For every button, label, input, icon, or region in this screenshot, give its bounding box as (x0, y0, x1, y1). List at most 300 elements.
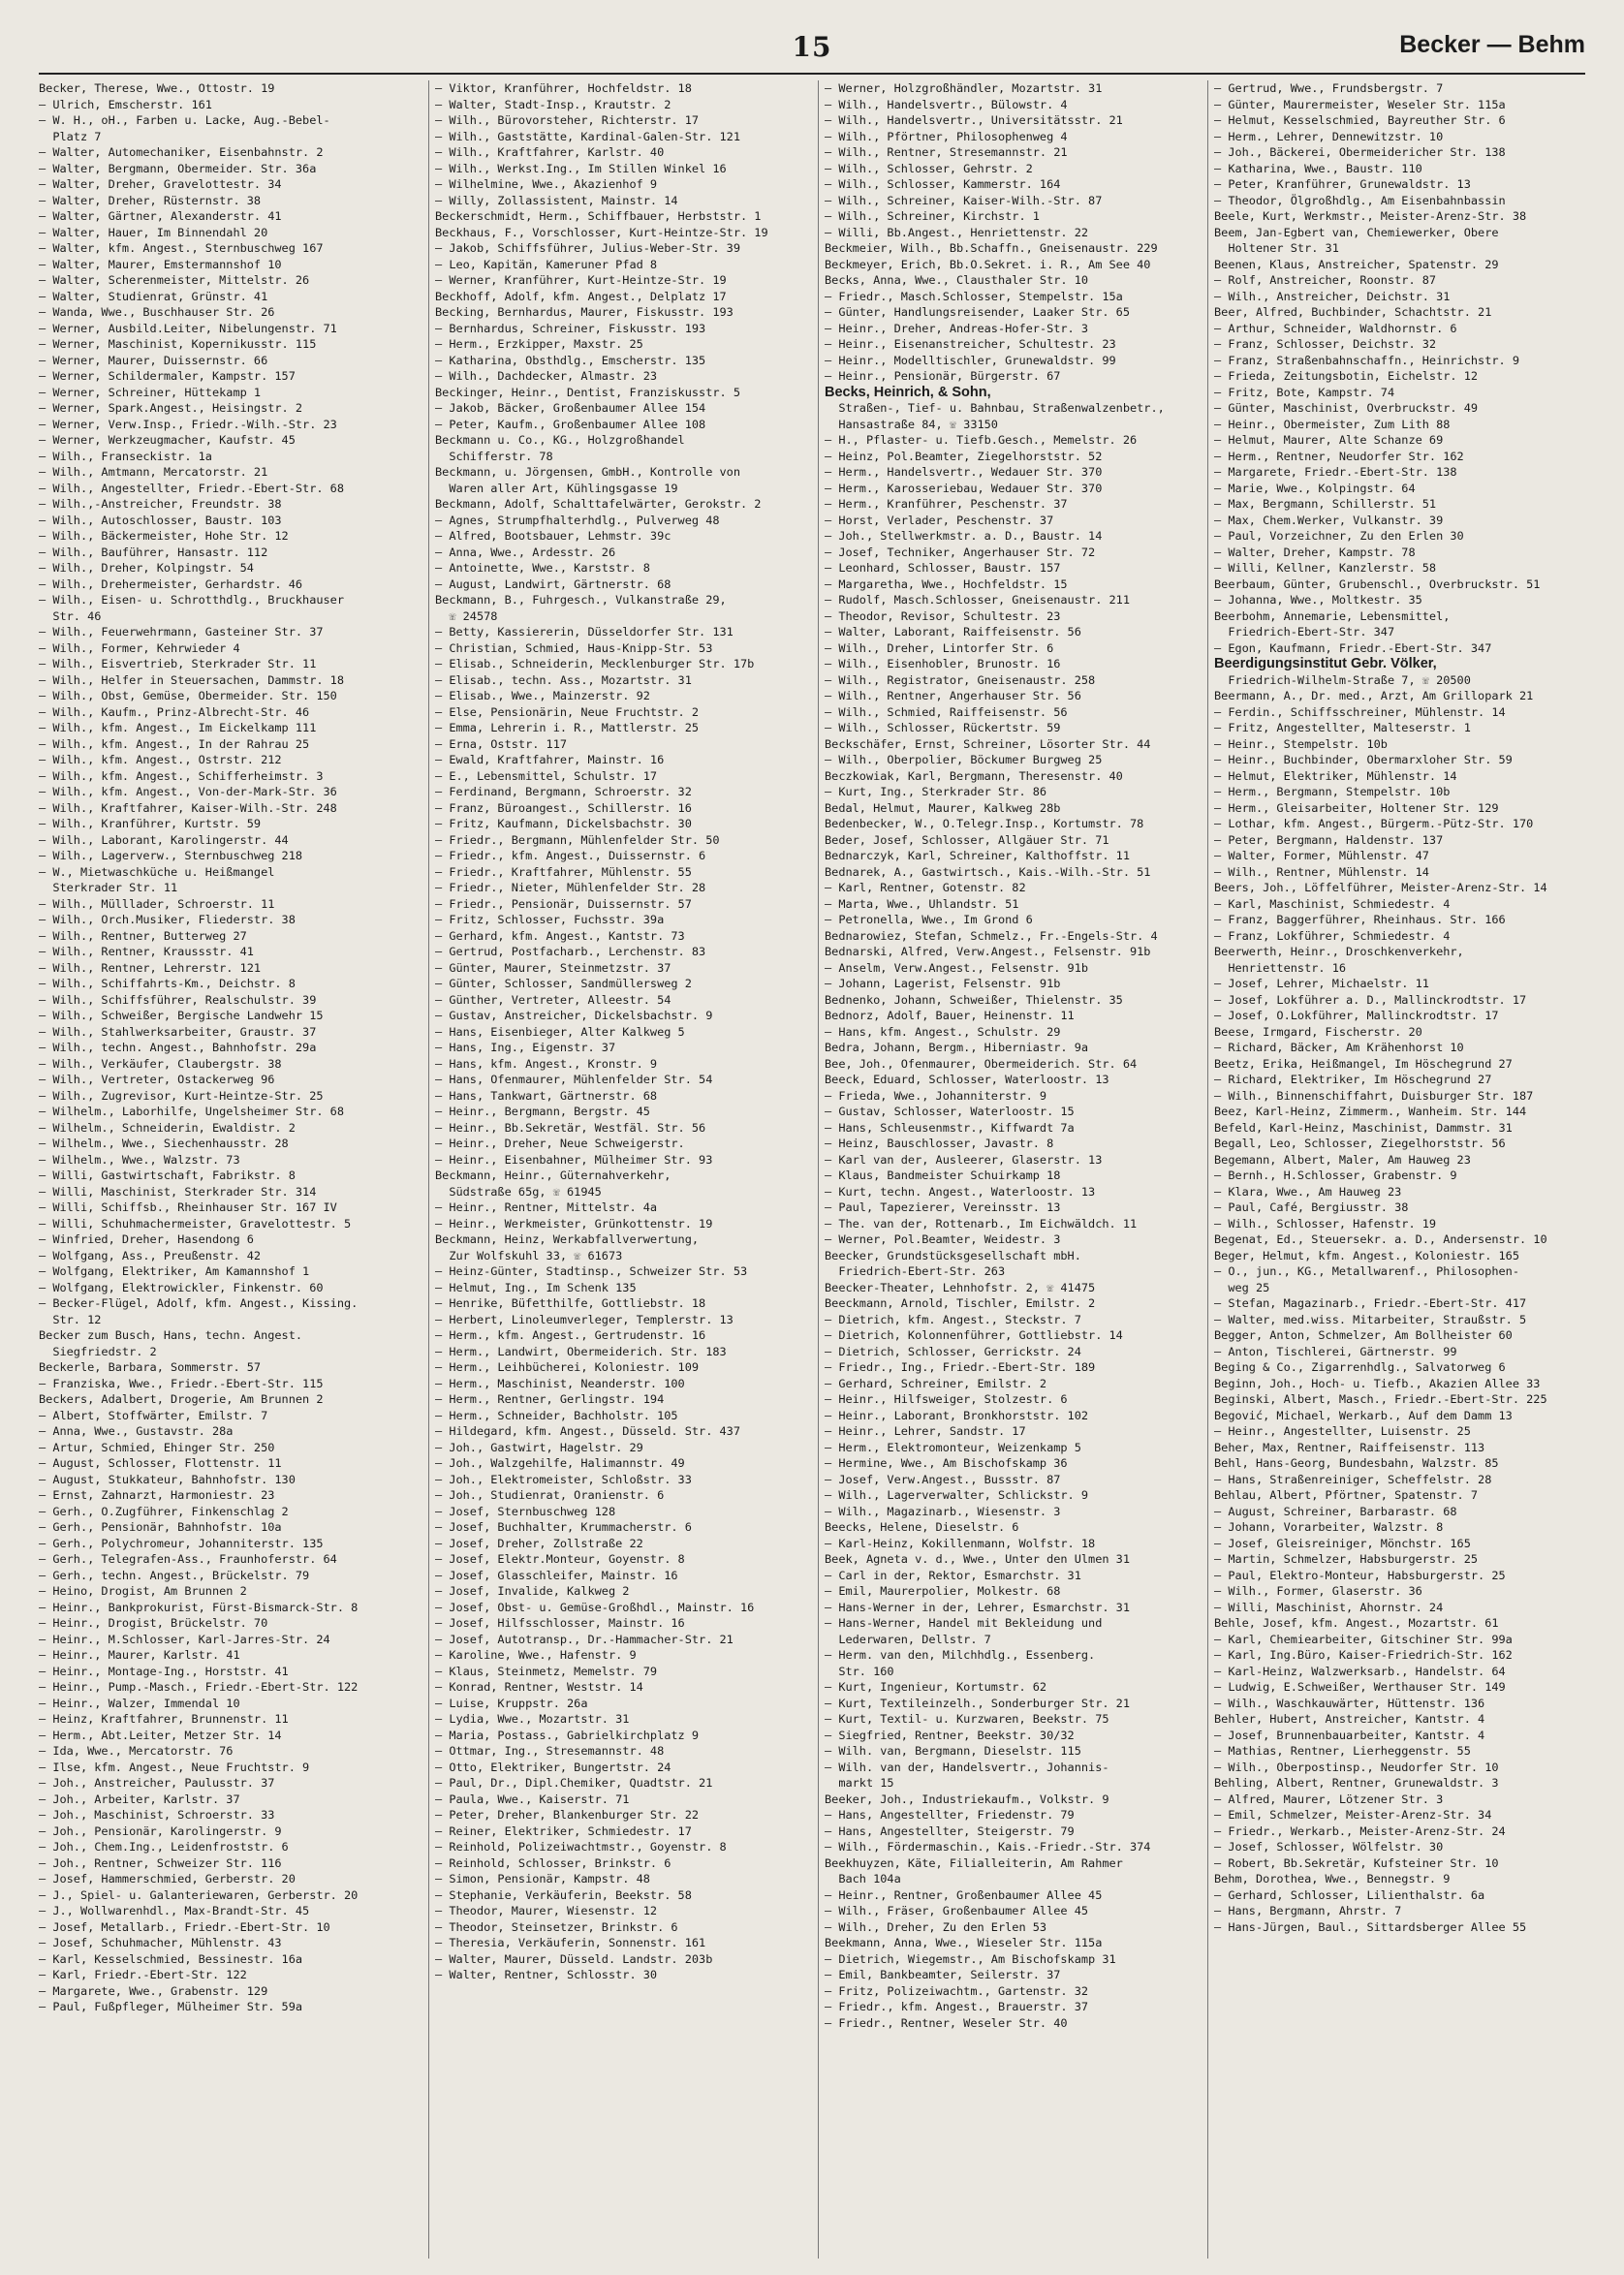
directory-entry: — Hermine, Wwe., Am Bischofskamp 36 (825, 1456, 1068, 1470)
directory-entry: — Heino, Drogist, Am Brunnen 2 (39, 1584, 247, 1598)
directory-entry: Beerbohm, Annemarie, Lebensmittel, (1214, 608, 1451, 623)
directory-entry: Friedrich-Ebert-Str. 263 (825, 1264, 1006, 1278)
directory-entry: — Hans-Werner in der, Lehrer, Esmarchstr. 31 (825, 1600, 1130, 1614)
directory-entry: — Wilh., Oberpolier, Böckumer Burgweg 25 (825, 753, 1103, 766)
directory-entry: — Werner, Kranführer, Kurt-Heintze-Str. 19 (435, 273, 727, 287)
directory-entry: Henriettenstr. 16 (1214, 960, 1347, 975)
directory-entry: — Peter, Kaufm., Großenbaumer Allee 108 (435, 417, 706, 431)
directory-entry: Beckhaus, F., Vorschlosser, Kurt-Heintze-Str. 19 (435, 225, 768, 239)
directory-entry: — Dietrich, kfm. Angest., Steckstr. 7 (825, 1312, 1081, 1326)
directory-entry: — Jakob, Bäcker, Großenbaumer Allee 154 (435, 401, 706, 415)
directory-entry: — E., Lebensmittel, Schulstr. 17 (435, 768, 658, 783)
directory-entry: — Friedr., Bergmann, Mühlenfelder Str. 50 (435, 832, 720, 847)
directory-entry: Hansastraße 84, ☏ 33150 (825, 417, 998, 431)
directory-entry: — Reinhold, Polizeiwachtmstr., Goyenstr. 8 (435, 1840, 727, 1854)
directory-entry: Beckinger, Heinr., Dentist, Franziskusstr. 5 (435, 385, 740, 399)
directory-entry: — Friedr., Masch.Schlosser, Stempelstr. 15a (825, 289, 1123, 303)
directory-entry: — Josef, Hilfsschlosser, Mainstr. 16 (435, 1616, 685, 1630)
directory-entry: — Hildegard, kfm. Angest., Düsseld. Str. 437 (435, 1424, 740, 1438)
directory-entry: — Walter, med.wiss. Mitarbeiter, Straußstr. 5 (1214, 1312, 1527, 1326)
directory-entry: — Herm., kfm. Angest., Gertrudenstr. 16 (435, 1328, 706, 1342)
directory-entry: — Friedr., Pensionär, Duissernstr. 57 (435, 896, 692, 911)
directory-entry: — Joh., Gastwirt, Hagelstr. 29 (435, 1440, 643, 1454)
directory-entry: — Paul, Tapezierer, Vereinsstr. 13 (825, 1200, 1061, 1214)
directory-entry: — Wilh., Helfer in Steuersachen, Dammstr. 18 (39, 672, 344, 687)
directory-entry: — Gustav, Anstreicher, Dickelsbachstr. 9 (435, 1009, 713, 1022)
directory-entry: Lederwaren, Dellstr. 7 (825, 1632, 991, 1646)
directory-entry: — Wilh., Handelsvertr., Bülowstr. 4 (825, 97, 1068, 111)
directory-entry: — Heinr., Pump.-Masch., Friedr.-Ebert-Str. 122 (39, 1680, 359, 1694)
directory-entry: Friedrich-Ebert-Str. 347 (1214, 625, 1395, 639)
directory-entry: — Günter, Maurer, Steinmetzstr. 37 (435, 960, 671, 975)
directory-entry: — Bernhardus, Schreiner, Fiskusstr. 193 (435, 321, 706, 335)
directory-entry: — Wilh., Franseckistr. 1a (39, 449, 212, 463)
directory-entry: Beckhoff, Adolf, kfm. Angest., Delplatz 17 (435, 289, 727, 303)
directory-entry: — Fritz, Bote, Kampstr. 74 (1214, 385, 1395, 399)
directory-entry: Becker, Therese, Wwe., Ottostr. 19 (39, 81, 275, 95)
directory-entry: — Kurt, Textileinzelh., Sonderburger Str. 21 (825, 1696, 1130, 1710)
directory-entry: — Heinr., Rentner, Mittelstr. 4a (435, 1200, 658, 1214)
directory-entry: — Anna, Wwe., Gustavstr. 28a (39, 1424, 234, 1438)
directory-entry: — Dietrich, Wiegemstr., Am Bischofskamp 31 (825, 1951, 1116, 1966)
directory-entry: — Willi, Bb.Angest., Henriettenstr. 22 (825, 225, 1089, 239)
directory-entry: — Franz, Lokführer, Schmiedestr. 4 (1214, 928, 1451, 943)
directory-entry: — Joh., Rentner, Schweizer Str. 116 (39, 1855, 282, 1870)
directory-entry: — Richard, Elektriker, Im Höschegrund 27 (1214, 1073, 1492, 1086)
directory-entry: — Josef, Obst- u. Gemüse-Großhdl., Mainstr. 16 (435, 1600, 755, 1614)
directory-entry: — Helmut, Maurer, Alte Schanze 69 (1214, 433, 1444, 447)
directory-entry: — Wilh., Dachdecker, Almastr. 23 (435, 369, 658, 383)
directory-entry: — Wilh., kfm. Angest., Von-der-Mark-Str. 36 (39, 785, 337, 798)
directory-entry: — Walter, Dreher, Rüsternstr. 38 (39, 193, 262, 207)
directory-entry: — Josef, Buchhalter, Krummacherstr. 6 (435, 1520, 692, 1534)
directory-entry: — Josef, Sternbuschweg 128 (435, 1504, 616, 1518)
directory-entry: — Wilh., Lagerverwalter, Schlickstr. 9 (825, 1488, 1089, 1502)
directory-entry: — Wilh., Schreiner, Kaiser-Wilh.-Str. 87 (825, 193, 1103, 207)
directory-entry: — Katharina, Obsthdlg., Emscherstr. 135 (435, 353, 706, 367)
directory-entry: — Walter, Dreher, Gravelottestr. 34 (39, 177, 282, 191)
directory-entry: — Wilh., Former, Glaserstr. 36 (1214, 1584, 1422, 1598)
directory-entry: — Joh., Arbeiter, Karlstr. 37 (39, 1792, 240, 1806)
directory-entry: — Maria, Postass., Gabrielkirchplatz 9 (435, 1728, 700, 1742)
directory-entry: — Johanna, Wwe., Moltkestr. 35 (1214, 593, 1422, 607)
directory-entry: — Leo, Kapitän, Kameruner Pfad 8 (435, 257, 658, 271)
directory-entry: — Wilh., Magazinarb., Wiesenstr. 3 (825, 1504, 1061, 1518)
directory-entry: Becks, Heinrich, & Sohn, (825, 384, 991, 400)
directory-entry: — Elisab., Schneiderin, Mecklenburger Str. 17b (435, 657, 755, 670)
directory-entry: — Herm., Erzkipper, Maxstr. 25 (435, 337, 643, 351)
directory-entry: — Helmut, Kesselschmied, Bayreuther Str. 6 (1214, 113, 1506, 127)
directory-entry: — Josef, Techniker, Angerhauser Str. 72 (825, 545, 1096, 559)
directory-entry: — Walter, Studienrat, Grünstr. 41 (39, 289, 268, 303)
directory-entry: — Max, Bergmann, Schillerstr. 51 (1214, 497, 1437, 511)
directory-entry: — Peter, Kranführer, Grunewaldstr. 13 (1214, 177, 1471, 191)
directory-entry: Straßen-, Tief- u. Bahnbau, Straßenwalzenbetr., (825, 401, 1165, 415)
directory-entry: — Heinz-Günter, Stadtinsp., Schweizer Str. 53 (435, 1264, 748, 1278)
directory-entry: Becking, Bernhardus, Maurer, Fiskusstr. 193 (435, 305, 734, 319)
directory-entry: — Wilh., Schlosser, Rückertstr. 59 (825, 721, 1061, 734)
directory-entry: — Josef, Hammerschmied, Gerberstr. 20 (39, 1872, 296, 1885)
directory-entry: — Otto, Elektriker, Bungertstr. 24 (435, 1760, 671, 1774)
directory-entry: Beckmann u. Co., KG., Holzgroßhandel (435, 433, 685, 447)
directory-entry: — Joh., Stellwerkmstr. a. D., Baustr. 14 (825, 529, 1103, 543)
directory-entry: Begemann, Albert, Maler, Am Hauweg 23 (1214, 1152, 1471, 1167)
directory-entry: — Wilh., Stahlwerksarbeiter, Graustr. 37 (39, 1024, 317, 1039)
directory-entry: Bednorz, Adolf, Bauer, Heinenstr. 11 (825, 1009, 1075, 1022)
directory-entry: — Friedr., kfm. Angest., Brauerstr. 37 (825, 2000, 1089, 2013)
directory-entry: — Theodor, Revisor, Schultestr. 23 (825, 608, 1061, 623)
directory-entry: — O., jun., KG., Metallwarenf., Philosophen- (1214, 1264, 1519, 1278)
directory-entry: — Wilh., Eisenhobler, Brunostr. 16 (825, 657, 1061, 670)
directory-entry: — Hans, kfm. Angest., Kronstr. 9 (435, 1056, 658, 1071)
directory-entry: — Herm., Rentner, Gerlingstr. 194 (435, 1392, 665, 1406)
directory-entry: — Antoinette, Wwe., Karststr. 8 (435, 561, 650, 575)
directory-entry: — Ferdinand, Bergmann, Schroerstr. 32 (435, 785, 692, 798)
directory-entry: — Erna, Oststr. 117 (435, 736, 568, 751)
directory-entry: Behl, Hans-Georg, Bundesbahn, Walzstr. 85 (1214, 1456, 1499, 1470)
directory-entry: Str. 46 (39, 608, 102, 623)
directory-entry: — Hans, Bergmann, Ahrstr. 7 (1214, 1904, 1402, 1917)
directory-entry: — Herm., Rentner, Neudorfer Str. 162 (1214, 449, 1464, 463)
directory-entry: — Wilh., kfm. Angest., Im Eickelkamp 111 (39, 721, 317, 734)
directory-entry: — Hans, Eisenbieger, Alter Kalkweg 5 (435, 1024, 685, 1039)
directory-entry: — Wolfgang, Elektriker, Am Kamannshof 1 (39, 1264, 310, 1278)
directory-entry: Beez, Karl-Heinz, Zimmerm., Wanheim. Str. 144 (1214, 1105, 1527, 1118)
directory-entry: — Elisab., techn. Ass., Mozartstr. 31 (435, 672, 692, 687)
directory-entry: Beecker-Theater, Lehnhofstr. 2, ☏ 41475 (825, 1280, 1096, 1294)
directory-entry: — Gerh., O.Zugführer, Finkenschlag 2 (39, 1504, 289, 1518)
directory-entry: Zur Wolfskuhl 33, ☏ 61673 (435, 1248, 623, 1262)
directory-entry: — Emil, Maurerpolier, Molkestr. 68 (825, 1584, 1061, 1598)
directory-entry: — Wilh., Lagerverw., Sternbuschweg 218 (39, 849, 303, 862)
directory-entry: — Joh., Chem.Ing., Leidenfroststr. 6 (39, 1840, 289, 1854)
directory-entry: — Alfred, Maurer, Lötzener Str. 3 (1214, 1792, 1444, 1806)
directory-entry: — Walter, Hauer, Im Binnendahl 20 (39, 225, 268, 239)
directory-entry: — Franziska, Wwe., Friedr.-Ebert-Str. 115 (39, 1376, 324, 1390)
directory-entry: Beckerle, Barbara, Sommerstr. 57 (39, 1360, 262, 1374)
directory-entry: — Wilh., Eisvertrieb, Sterkrader Str. 11 (39, 657, 317, 670)
directory-entry: — Wilh., Amtmann, Mercatorstr. 21 (39, 465, 268, 479)
directory-entry: — Emil, Schmelzer, Meister-Arenz-Str. 34 (1214, 1808, 1492, 1822)
directory-entry: Beecker, Grundstücksgesellschaft mbH. (825, 1248, 1081, 1262)
directory-entry: — Gerhard, Schlosser, Lilienthalstr. 6a (1214, 1887, 1485, 1902)
directory-entry: — Gerhard, kfm. Angest., Kantstr. 73 (435, 928, 685, 943)
directory-entry: — Gerhard, Schreiner, Emilstr. 2 (825, 1376, 1047, 1390)
directory-entry: — Wilh., Orch.Musiker, Fliederstr. 38 (39, 913, 296, 926)
directory-entry: Befeld, Karl-Heinz, Maschinist, Dammstr. 31 (1214, 1120, 1513, 1135)
directory-entry: — Werner, Pol.Beamter, Weidestr. 3 (825, 1232, 1061, 1246)
directory-entry: — Josef, Autotransp., Dr.-Hammacher-Str. 21 (435, 1632, 734, 1646)
directory-entry: — Christian, Schmied, Haus-Knipp-Str. 53 (435, 640, 713, 655)
directory-entry: — Wilh., Rentner, Kraussstr. 41 (39, 945, 254, 958)
directory-entry: — Wilh., Bürovorsteher, Richterstr. 17 (435, 113, 700, 127)
directory-entry: — Josef, Lehrer, Michaelstr. 11 (1214, 977, 1429, 990)
directory-entry: — Theodor, Ölgroßhdlg., Am Eisenbahnbassin (1214, 193, 1506, 207)
directory-entry: Beenen, Klaus, Anstreicher, Spatenstr. 29 (1214, 257, 1499, 271)
directory-entry: — Heinr., Buchbinder, Obermarxloher Str. 59 (1214, 753, 1513, 766)
directory-entry: — Wilh., Schlosser, Gehrstr. 2 (825, 161, 1033, 175)
directory-entry: — J., Spiel- u. Galanteriewaren, Gerberstr. 20 (39, 1887, 359, 1902)
directory-entry: — Wilh., Schlosser, Hafenstr. 19 (1214, 1216, 1437, 1231)
directory-entry: Beckmann, u. Jörgensen, GmbH., Kontrolle von (435, 465, 740, 479)
directory-entry: — Stefan, Magazinarb., Friedr.-Ebert-Str. 417 (1214, 1296, 1527, 1310)
directory-entry: Beginn, Joh., Hoch- u. Tiefb., Akazien Allee 33 (1214, 1376, 1541, 1390)
directory-entry: — Heinr., Montage-Ing., Horststr. 41 (39, 1664, 289, 1678)
directory-entry: — Josef, Dreher, Zollstraße 22 (435, 1536, 643, 1550)
directory-entry: — Hans, Schleusenmstr., Kiffwardt 7a (825, 1120, 1075, 1135)
directory-entry: — Theodor, Steinsetzer, Brinkstr. 6 (435, 1919, 678, 1934)
directory-entry: — Friedr., Rentner, Weseler Str. 40 (825, 2015, 1068, 2030)
directory-entry: weg 25 (1214, 1280, 1270, 1294)
directory-entry: — Herm., Karosseriebau, Wedauer Str. 370 (825, 481, 1103, 495)
directory-entry: Beckmeyer, Erich, Bb.O.Sekret. i. R., Am See 40 (825, 257, 1151, 271)
directory-entry: — Bernh., H.Schlosser, Grabenstr. 9 (1214, 1169, 1457, 1182)
directory-entry: — Klara, Wwe., Am Hauweg 23 (1214, 1184, 1402, 1199)
directory-entry: — Rolf, Anstreicher, Roonstr. 87 (1214, 273, 1437, 287)
directory-entry: — Ewald, Kraftfahrer, Mainstr. 16 (435, 753, 665, 766)
directory-entry: — Agnes, Strumpfhalterhdlg., Pulverweg 48 (435, 513, 720, 527)
directory-entry: — Paul, Fußpfleger, Mülheimer Str. 59a (39, 2000, 303, 2013)
directory-entry: Beczkowiak, Karl, Bergmann, Theresenstr. 40 (825, 768, 1123, 783)
directory-entry: — Wilh., techn. Angest., Bahnhofstr. 29a (39, 1041, 317, 1054)
directory-entry: — Hans, Tankwart, Gärtnerstr. 68 (435, 1088, 658, 1103)
directory-entry: Beckmann, B., Fuhrgesch., Vulkanstraße 29, (435, 593, 727, 607)
directory-entry: — Carl in der, Rektor, Esmarchstr. 31 (825, 1568, 1081, 1582)
directory-entry: — Robert, Bb.Sekretär, Kufsteiner Str. 10 (1214, 1855, 1499, 1870)
directory-entry: — August, Schreiner, Barbarastr. 68 (1214, 1504, 1457, 1518)
directory-entry: — Joh., Elektromeister, Schloßstr. 33 (435, 1472, 692, 1486)
directory-entry: Beginski, Albert, Masch., Friedr.-Ebert-Str. 225 (1214, 1392, 1547, 1406)
directory-entry: — Walter, kfm. Angest., Sternbuschweg 167 (39, 241, 324, 255)
directory-entry: — Heinr., Bb.Sekretär, Westfäl. Str. 56 (435, 1120, 706, 1135)
directory-entry: — Siegfried, Rentner, Beekstr. 30/32 (825, 1728, 1075, 1742)
directory-entry: — Werner, Schildermaler, Kampstr. 157 (39, 369, 296, 383)
directory-entry: Behler, Hubert, Anstreicher, Kantstr. 4 (1214, 1712, 1485, 1726)
directory-entry: — Gertrud, Wwe., Frundsbergstr. 7 (1214, 81, 1444, 95)
directory-entry: — Richard, Bäcker, Am Krähenhorst 10 (1214, 1041, 1464, 1054)
directory-entry: Beger, Helmut, kfm. Angest., Koloniestr. 165 (1214, 1248, 1519, 1262)
directory-entry: — Josef, O.Lokführer, Mallinckrodtstr. 17 (1214, 1009, 1499, 1022)
directory-entry: Friedrich-Wilhelm-Straße 7, ☏ 20500 (1214, 672, 1471, 687)
directory-entry: — Leonhard, Schlosser, Baustr. 157 (825, 561, 1061, 575)
directory-entry: — Wilh., Schreiner, Kirchstr. 1 (825, 209, 1040, 223)
directory-entry: — Karl, Kesselschmied, Bessinestr. 16a (39, 1951, 303, 1966)
directory-entry: Begenat, Ed., Steuersekr. a. D., Andersenstr. 10 (1214, 1232, 1547, 1246)
directory-entry: — Stephanie, Verkäuferin, Beekstr. 58 (435, 1887, 692, 1902)
directory-entry: — Peter, Dreher, Blankenburger Str. 22 (435, 1808, 700, 1822)
directory-entry: — Herm., Lehrer, Dennewitzstr. 10 (1214, 129, 1444, 143)
directory-entry: — Arthur, Schneider, Waldhornstr. 6 (1214, 321, 1457, 335)
directory-entry: — Martin, Schmelzer, Habsburgerstr. 25 (1214, 1552, 1479, 1566)
directory-entry: — Marie, Wwe., Kolpingstr. 64 (1214, 481, 1416, 495)
directory-entry: — Wilh., Eisen- u. Schrotthdlg., Bruckhauser (39, 593, 344, 607)
directory-entry: — Herm., Kranführer, Peschenstr. 37 (825, 497, 1068, 511)
directory-entry: — Wilh., Waschkauwärter, Hüttenstr. 136 (1214, 1696, 1485, 1710)
directory-entry: — Herm., Elektromonteur, Weizenkamp 5 (825, 1440, 1081, 1454)
directory-entry: Bach 104a (825, 1872, 901, 1885)
directory-entry: — Wilh., Schlosser, Kammerstr. 164 (825, 177, 1061, 191)
directory-entry: Beele, Kurt, Werkmstr., Meister-Arenz-Str. 38 (1214, 209, 1527, 223)
directory-entry: — Wilh., Verkäufer, Claubergstr. 38 (39, 1056, 282, 1071)
directory-entry: — Werner, Ausbild.Leiter, Nibelungenstr. 71 (39, 321, 337, 335)
directory-entry: — Katharina, Wwe., Baustr. 110 (1214, 161, 1422, 175)
directory-entry: — Willi, Kellner, Kanzlerstr. 58 (1214, 561, 1437, 575)
directory-entry: — Karl van der, Ausleerer, Glaserstr. 13 (825, 1152, 1103, 1167)
directory-entry: Beekmann, Anna, Wwe., Wieseler Str. 115a (825, 1936, 1103, 1949)
directory-entry: — Ida, Wwe., Mercatorstr. 76 (39, 1744, 234, 1758)
directory-entry: — Wilh., Gaststätte, Kardinal-Galen-Str. 121 (435, 129, 740, 143)
directory-entry: Bedal, Helmut, Maurer, Kalkweg 28b (825, 800, 1061, 815)
directory-entry: — H., Pflaster- u. Tiefb.Gesch., Memelstr. 26 (825, 433, 1138, 447)
directory-entry: Beckmann, Heinr., Güternahverkehr, (435, 1169, 671, 1182)
directory-entry: — Helmut, Elektriker, Mühlenstr. 14 (1214, 768, 1457, 783)
directory-entry: — Margarete, Friedr.-Ebert-Str. 138 (1214, 465, 1457, 479)
directory-entry: Str. 12 (39, 1312, 102, 1326)
directory-entry: — August, Landwirt, Gärtnerstr. 68 (435, 577, 671, 591)
directory-entry: — Herm., Schneider, Bachholstr. 105 (435, 1408, 678, 1422)
directory-entry: — Jakob, Schiffsführer, Julius-Weber-Str. 39 (435, 241, 740, 255)
directory-entry: Beckmann, Heinz, Werkabfallverwertung, (435, 1232, 700, 1246)
directory-entry: — Gerh., Pensionär, Bahnhofstr. 10a (39, 1520, 282, 1534)
directory-entry: — Paul, Elektro-Monteur, Habsburgerstr. 25 (1214, 1568, 1506, 1582)
directory-entry: — Werner, Werkzeugmacher, Kaufstr. 45 (39, 433, 296, 447)
directory-entry: — Joh., Maschinist, Schroerstr. 33 (39, 1808, 275, 1822)
directory-entry: Beckerschmidt, Herm., Schiffbauer, Herbststr. 1 (435, 209, 762, 223)
directory-entry: Beek, Agneta v. d., Wwe., Unter den Ulmen 31 (825, 1552, 1130, 1566)
directory-entry: Bednarowiez, Stefan, Schmelz., Fr.-Engels-Str. 4 (825, 928, 1158, 943)
directory-entry: — Karl, Ing.Büro, Kaiser-Friedrich-Str. 162 (1214, 1648, 1513, 1662)
directory-entry: — Walter, Gärtner, Alexanderstr. 41 (39, 209, 282, 223)
directory-entry: — Heinz, Pol.Beamter, Ziegelhorststr. 52 (825, 449, 1103, 463)
directory-entry: Beem, Jan-Egbert van, Chemiewerker, Obere (1214, 225, 1499, 239)
directory-entry: — Walter, Rentner, Schlosstr. 30 (435, 1968, 658, 1981)
directory-entry: — Herm., Gleisarbeiter, Holtener Str. 129 (1214, 800, 1499, 815)
directory-entry: — Gerh., techn. Angest., Brückelstr. 79 (39, 1568, 310, 1582)
directory-entry: — Wilhelmine, Wwe., Akazienhof 9 (435, 177, 658, 191)
directory-entry: Beers, Joh., Löffelführer, Meister-Arenz-Str. 14 (1214, 881, 1547, 894)
directory-entry: — Artur, Schmied, Ehinger Str. 250 (39, 1440, 275, 1454)
directory-entry: — W. H., oH., Farben u. Lacke, Aug.-Bebel- (39, 113, 330, 127)
directory-entry: — August, Schlosser, Flottenstr. 11 (39, 1456, 282, 1470)
directory-entry: — Walter, Scherenmeister, Mittelstr. 26 (39, 273, 310, 287)
directory-entry: Beckmeier, Wilh., Bb.Schaffn., Gneisenaustr. 229 (825, 241, 1158, 255)
directory-entry: — Fritz, Polizeiwachtm., Gartenstr. 32 (825, 1983, 1089, 1998)
directory-entry: — Heinr., Hilfsweiger, Stolzestr. 6 (825, 1392, 1068, 1406)
directory-entry: — Wolfgang, Elektrowickler, Finkenstr. 60 (39, 1280, 324, 1294)
directory-entry: — Willi, Maschinist, Sterkrader Str. 314 (39, 1184, 317, 1199)
directory-entry: — Willi, Schuhmachermeister, Gravelottestr. 5 (39, 1216, 352, 1231)
directory-entry: — Hans-Jürgen, Baul., Sittardsberger Allee 55 (1214, 1919, 1527, 1934)
directory-entry: — Fritz, Kaufmann, Dickelsbachstr. 30 (435, 817, 692, 830)
directory-entry: — Lothar, kfm. Angest., Bürgerm.-Pütz-Str. 170 (1214, 817, 1534, 830)
directory-entry: — Paul, Café, Bergiusstr. 38 (1214, 1200, 1409, 1214)
directory-entry: Bedra, Johann, Bergm., Hiberniastr. 9a (825, 1041, 1089, 1054)
directory-entry: — Wilh., kfm. Angest., In der Rahrau 25 (39, 736, 310, 751)
directory-entry: — Becker-Flügel, Adolf, kfm. Angest., Kissing. (39, 1296, 359, 1310)
directory-entry: — Wilhelm., Schneiderin, Ewaldistr. 2 (39, 1120, 296, 1135)
directory-entry: Beder, Josef, Schlosser, Allgäuer Str. 71 (825, 832, 1109, 847)
directory-entry: — Herm., Leihbücherei, Koloniestr. 109 (435, 1360, 700, 1374)
directory-entry: — Wilhelm., Laborhilfe, Ungelsheimer Str. 68 (39, 1105, 344, 1118)
directory-entry: — Herm. van den, Milchhdlg., Essenberg. (825, 1648, 1096, 1662)
column-3 (818, 80, 1195, 2259)
directory-entry: Beeker, Joh., Industriekaufm., Volkstr. 9 (825, 1792, 1109, 1806)
directory-entry: — Joh., Studienrat, Oranienstr. 6 (435, 1488, 665, 1502)
directory-entry: — Heinr., Dreher, Neue Schweigerstr. (435, 1137, 685, 1150)
directory-entry: Holtener Str. 31 (1214, 241, 1339, 255)
directory-entry: — Wilh., Rentner, Angerhauser Str. 56 (825, 689, 1081, 702)
directory-entry: Behlau, Albert, Pförtner, Spatenstr. 7 (1214, 1488, 1479, 1502)
directory-entry: — Wilh., Mülllader, Schroerstr. 11 (39, 896, 275, 911)
directory-entry: — Heinr., Laborant, Bronkhorststr. 102 (825, 1408, 1089, 1422)
directory-entry: — Wilh., Autoschlosser, Baustr. 103 (39, 513, 282, 527)
directory-entry: — Helmut, Ing., Im Schenk 135 (435, 1280, 637, 1294)
directory-entry: — Heinr., Modelltischler, Grunewaldstr. 99 (825, 353, 1116, 367)
directory-entry: Beeckmann, Arnold, Tischler, Emilstr. 2 (825, 1296, 1096, 1310)
directory-entry: — Gerh., Telegrafen-Ass., Fraunhoferstr. 64 (39, 1552, 337, 1566)
directory-entry: Beerwerth, Heinr., Droschkenverkehr, (1214, 945, 1464, 958)
directory-entry: — Wilh., Kraftfahrer, Karlstr. 40 (435, 145, 665, 159)
directory-entry: — Theodor, Maurer, Wiesenstr. 12 (435, 1904, 658, 1917)
directory-entry: — Konrad, Rentner, Weststr. 14 (435, 1680, 643, 1694)
directory-entry: — Wilhelm., Wwe., Siechenhausstr. 28 (39, 1137, 289, 1150)
directory-entry: — Kurt, Textil- u. Kurzwaren, Beekstr. 75 (825, 1712, 1109, 1726)
directory-entry: — Marta, Wwe., Uhlandstr. 51 (825, 896, 1019, 911)
directory-entry: — Walter, Automechaniker, Eisenbahnstr. 2 (39, 145, 324, 159)
directory-entry: — J., Wollwarenhdl., Max-Brandt-Str. 45 (39, 1904, 310, 1917)
directory-entry: — Heinr., M.Schlosser, Karl-Jarres-Str. 24 (39, 1632, 330, 1646)
directory-entry: — August, Stukkateur, Bahnhofstr. 130 (39, 1472, 296, 1486)
directory-entry: — Johann, Lagerist, Felsenstr. 91b (825, 977, 1061, 990)
directory-entry: Bee, Joh., Ofenmaurer, Obermeiderich. Str. 64 (825, 1056, 1138, 1071)
directory-entry: — Wilh., Bäckermeister, Hohe Str. 12 (39, 529, 289, 543)
directory-entry: — Karl-Heinz, Kokillenmann, Wolfstr. 18 (825, 1536, 1096, 1550)
directory-entry: — Luise, Kruppstr. 26a (435, 1696, 588, 1710)
directory-entry: — Heinr., Rentner, Großenbaumer Allee 45 (825, 1887, 1103, 1902)
directory-entry: — Anselm, Verw.Angest., Felsenstr. 91b (825, 960, 1089, 975)
directory-entry: — Reinhold, Schlosser, Brinkstr. 6 (435, 1855, 671, 1870)
directory-entry: — Wilh., Laborant, Karolingerstr. 44 (39, 832, 289, 847)
directory-entry: — Josef, Schuhmacher, Mühlenstr. 43 (39, 1936, 282, 1949)
directory-entry: — Wilh., Obst, Gemüse, Obermeider. Str. 150 (39, 689, 337, 702)
directory-entry: — Wolfgang, Ass., Preußenstr. 42 (39, 1248, 262, 1262)
page-number: 15 (792, 31, 832, 63)
directory-entry: — Friedr., Nieter, Mühlenfelder Str. 28 (435, 881, 706, 894)
directory-entry: — Karl, Chemiearbeiter, Gitschiner Str. 99a (1214, 1632, 1513, 1646)
directory-entry: — Wilh. van der, Handelsvertr., Johannis- (825, 1760, 1109, 1774)
directory-entry: — Walter, Former, Mühlenstr. 47 (1214, 849, 1429, 862)
directory-entry: — Rudolf, Masch.Schlosser, Gneisenaustr. 211 (825, 593, 1130, 607)
directory-entry: — Else, Pensionärin, Neue Fruchtstr. 2 (435, 704, 700, 719)
directory-entry: — Wilh., Dreher, Kolpingstr. 54 (39, 561, 254, 575)
directory-entry: — Klaus, Steinmetz, Memelstr. 79 (435, 1664, 658, 1678)
directory-entry: — Josef, Schlosser, Wölfelstr. 30 (1214, 1840, 1444, 1854)
directory-entry: — Mathias, Rentner, Lierheggenstr. 55 (1214, 1744, 1471, 1758)
directory-entry: — Anna, Wwe., Ardesstr. 26 (435, 545, 616, 559)
directory-entry: — Wilh., Schweißer, Bergische Landwehr 15 (39, 1009, 324, 1022)
directory-entry: — Margarete, Wwe., Grabenstr. 129 (39, 1983, 268, 1998)
directory-entry: Beer, Alfred, Buchbinder, Schachtstr. 21 (1214, 305, 1492, 319)
directory-entry: — Herm., Bergmann, Stempelstr. 10b (1214, 785, 1451, 798)
directory-entry: Begger, Anton, Schmelzer, Am Bollheister 60 (1214, 1328, 1513, 1342)
directory-entry: — Kurt, Ingenieur, Kortumstr. 62 (825, 1680, 1047, 1694)
directory-entry: — Heinr., Eisenbahner, Mülheimer Str. 93 (435, 1152, 713, 1167)
directory-entry: — Günter, Maschinist, Overbruckstr. 49 (1214, 401, 1479, 415)
directory-entry: — Wilh., Bauführer, Hansastr. 112 (39, 545, 268, 559)
directory-entry: Schifferstr. 78 (435, 449, 553, 463)
directory-entry: — Theresia, Verkäuferin, Sonnenstr. 161 (435, 1936, 706, 1949)
directory-entry: — Ferdin., Schiffsschreiner, Mühlenstr. 14 (1214, 704, 1506, 719)
